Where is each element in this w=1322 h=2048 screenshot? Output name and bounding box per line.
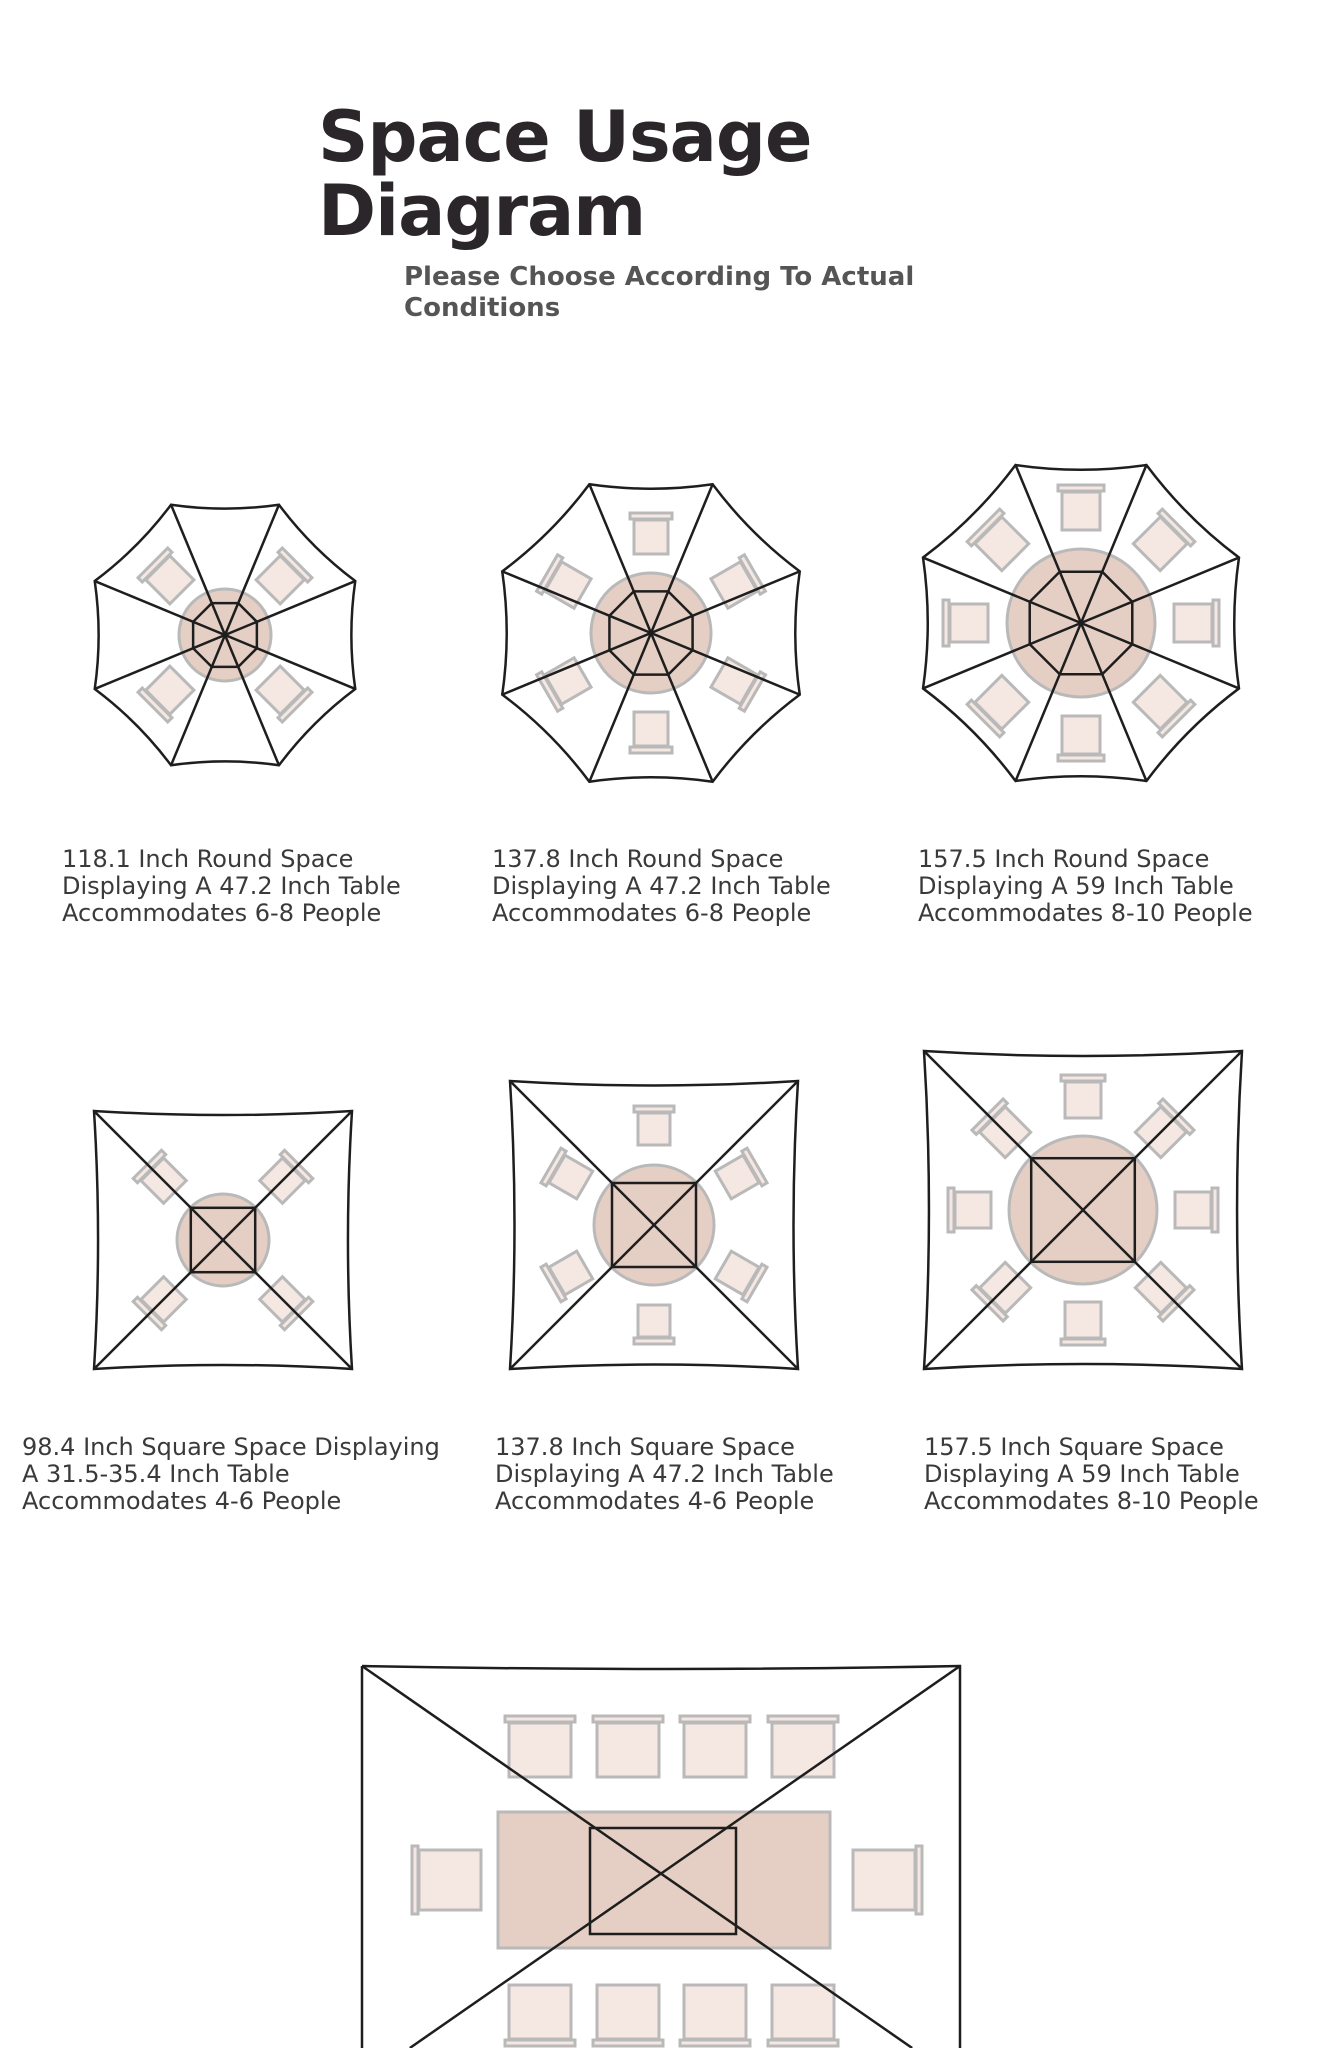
chair-icon <box>505 1716 575 1777</box>
chair-icon <box>1130 672 1194 736</box>
chair-icon <box>768 1716 838 1777</box>
diagram-round-118 <box>80 490 370 780</box>
chair-icon <box>634 1106 674 1145</box>
caption-line: Accommodates 4-6 People <box>495 1487 815 1515</box>
chair-icon <box>537 555 594 612</box>
caption-line: Accommodates 6-8 People <box>492 899 812 927</box>
caption-line: Accommodates 8-10 People <box>924 1487 1259 1515</box>
diagram-rect <box>350 1650 990 2048</box>
chair-seat <box>684 1723 746 1777</box>
chair-seat <box>1065 1082 1101 1118</box>
chair-seat <box>419 1850 481 1910</box>
diagram-round-137 <box>486 468 816 798</box>
caption-round-157 <box>918 846 1298 927</box>
chair-seat <box>853 1850 915 1910</box>
chair-back <box>634 1338 674 1344</box>
chair-icon <box>943 600 988 646</box>
caption-square-157 <box>924 1434 1304 1515</box>
chair-icon <box>138 548 197 607</box>
caption-round-137 <box>492 846 852 927</box>
chair-icon <box>1130 509 1194 573</box>
chair-back <box>916 1846 922 1914</box>
chair-back <box>593 1716 663 1722</box>
chair-seat <box>634 712 668 746</box>
chair-seat <box>1174 604 1212 642</box>
chair-icon <box>1174 600 1219 646</box>
chair-icon <box>680 1716 750 1777</box>
chair-icon <box>768 1985 838 2046</box>
chair-seat <box>597 1723 659 1777</box>
chair-icon <box>709 654 766 711</box>
chair-icon <box>680 1985 750 2046</box>
chair-seat <box>950 604 988 642</box>
chair-back <box>680 2040 750 2046</box>
chair-icon <box>630 513 672 554</box>
caption-line: 137.8 Inch Round Space <box>492 845 784 873</box>
chair-seat <box>955 1192 991 1228</box>
chair-seat <box>772 1985 834 2039</box>
chair-icon <box>1061 1075 1105 1118</box>
caption-line: 157.5 Inch Square Space <box>924 1433 1224 1461</box>
caption-line: 118.1 Inch Round Space <box>62 845 354 873</box>
chair-icon <box>1058 485 1104 530</box>
chair-icon <box>412 1846 481 1914</box>
caption-line: Displaying A 47.2 Inch Table <box>495 1460 834 1488</box>
chair-seat <box>509 1985 571 2039</box>
page-title: Space Usage Diagram <box>318 96 812 252</box>
caption-line: Displaying A 59 Inch Table <box>918 872 1234 900</box>
chair-seat <box>1062 492 1100 530</box>
chair-back <box>630 513 672 519</box>
chair-icon <box>537 654 594 711</box>
chair-icon <box>709 555 766 612</box>
caption-line: Accommodates 4-6 People <box>22 1487 342 1515</box>
chair-back <box>1212 1188 1218 1232</box>
chair-icon <box>948 1188 991 1232</box>
chair-icon <box>593 1716 663 1777</box>
chair-back <box>412 1846 418 1914</box>
chair-seat <box>1065 1302 1101 1338</box>
chair-back <box>634 1106 674 1112</box>
caption-line: 157.5 Inch Round Space <box>918 845 1210 873</box>
chair-icon <box>253 663 312 722</box>
caption-square-98 <box>22 1434 462 1515</box>
chair-icon <box>505 1985 575 2046</box>
chair-icon <box>1058 716 1104 761</box>
caption-line: Displaying A 59 Inch Table <box>924 1460 1240 1488</box>
chair-back <box>768 2040 838 2046</box>
chair-icon <box>1061 1302 1105 1345</box>
chair-back <box>1213 600 1219 646</box>
page-subtitle: Please Choose According To Actual Conditions <box>404 262 915 323</box>
chair-icon <box>967 509 1031 573</box>
chair-seat <box>634 520 668 554</box>
chair-back <box>1058 755 1104 761</box>
chair-back <box>1061 1075 1105 1081</box>
chair-seat <box>772 1723 834 1777</box>
chair-back <box>948 1188 954 1232</box>
chair-back <box>593 2040 663 2046</box>
chair-icon <box>630 712 672 753</box>
caption-line: A 31.5-35.4 Inch Table <box>22 1460 290 1488</box>
chair-back <box>630 747 672 753</box>
chair-back <box>505 1716 575 1722</box>
caption-line: 98.4 Inch Square Space Displaying <box>22 1433 440 1461</box>
caption-square-137 <box>495 1434 875 1515</box>
chair-icon <box>634 1305 674 1344</box>
caption-line: Accommodates 6-8 People <box>62 899 382 927</box>
caption-line: 137.8 Inch Square Space <box>495 1433 795 1461</box>
chair-icon <box>138 663 197 722</box>
chair-back <box>1061 1339 1105 1345</box>
caption-line: Displaying A 47.2 Inch Table <box>492 872 831 900</box>
caption-round-118 <box>62 846 422 927</box>
chair-seat <box>684 1985 746 2039</box>
caption-line: Displaying A 47.2 Inch Table <box>62 872 401 900</box>
chair-icon <box>967 672 1031 736</box>
diagram-round-157 <box>906 448 1256 798</box>
chair-back <box>768 1716 838 1722</box>
chair-back <box>505 2040 575 2046</box>
chair-seat <box>638 1113 670 1145</box>
diagram-square-98 <box>88 1105 358 1375</box>
chair-seat <box>638 1305 670 1337</box>
chair-back <box>943 600 949 646</box>
chair-icon <box>853 1846 922 1914</box>
chair-seat <box>1062 716 1100 754</box>
chair-seat <box>597 1985 659 2039</box>
chair-icon <box>1175 1188 1218 1232</box>
chair-seat <box>1175 1192 1211 1228</box>
chair-back <box>1058 485 1104 491</box>
diagram-square-157 <box>918 1045 1248 1375</box>
chair-icon <box>253 548 312 607</box>
diagram-square-137 <box>504 1075 804 1375</box>
caption-line: Accommodates 8-10 People <box>918 899 1253 927</box>
table-rect <box>498 1812 830 1948</box>
chair-back <box>680 1716 750 1722</box>
chair-icon <box>593 1985 663 2046</box>
chair-seat <box>509 1723 571 1777</box>
